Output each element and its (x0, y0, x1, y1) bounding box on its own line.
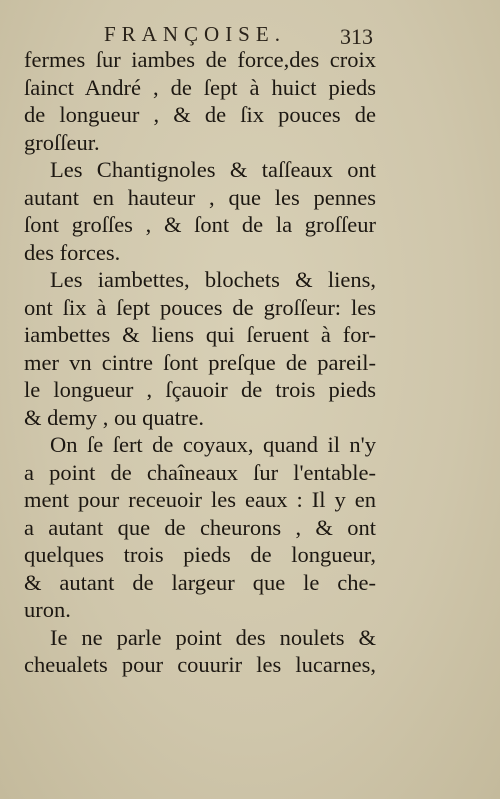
text-line: ſont groſſes , & ſont de la groſſeur (24, 212, 376, 237)
page-number: 313 (340, 24, 373, 49)
text-line: a autant que de cheurons , & ont (24, 514, 376, 540)
text-line: ment pour receuoir les eaux : Il y en (24, 487, 376, 512)
paragraph-start-line: Ie ne parle point des noulets & (50, 624, 376, 650)
text-line: mer vn cintre ſont preſque de pareil- (24, 349, 376, 375)
text-line: de longueur , & de ſix pouces de (24, 102, 376, 127)
text-line: & autant de largeur que le che- (24, 569, 376, 595)
text-line: & demy , ou quatre. (24, 404, 204, 430)
text-line: cheualets pour couurir les lucarnes, (24, 652, 376, 677)
paragraph-start-line: Les iambettes, blochets & liens, (50, 267, 376, 292)
paragraph-start-line: Les Chantignoles & taſſeaux ont (50, 157, 376, 182)
text-line: uron. (24, 597, 71, 622)
text-line: des forces. (24, 239, 121, 265)
text-line: ont ſix à ſept pouces de groſſeur: les (24, 294, 376, 320)
body-text (24, 46, 376, 679)
text-line: quelques trois pieds de longueur, (24, 542, 376, 567)
bottom-margin (0, 690, 500, 799)
text-line: iambettes & liens qui ſeruent à for- (24, 322, 376, 347)
text-line: fermes ſur iambes de force,des croix (24, 47, 376, 72)
running-title: FRANÇOISE. (104, 22, 286, 46)
text-line: autant en hauteur , que les pennes (24, 184, 376, 210)
text-line: a point de chaîneaux ſur l'entable- (24, 459, 376, 485)
text-line: ſainct André , de ſept à huict pieds (24, 74, 376, 100)
text-line: le longueur , ſçauoir de trois pieds (24, 377, 376, 402)
text-line: groſſeur. (24, 129, 100, 155)
paragraph-start-line: On ſe ſert de coyaux, quand il n'y (50, 432, 376, 457)
